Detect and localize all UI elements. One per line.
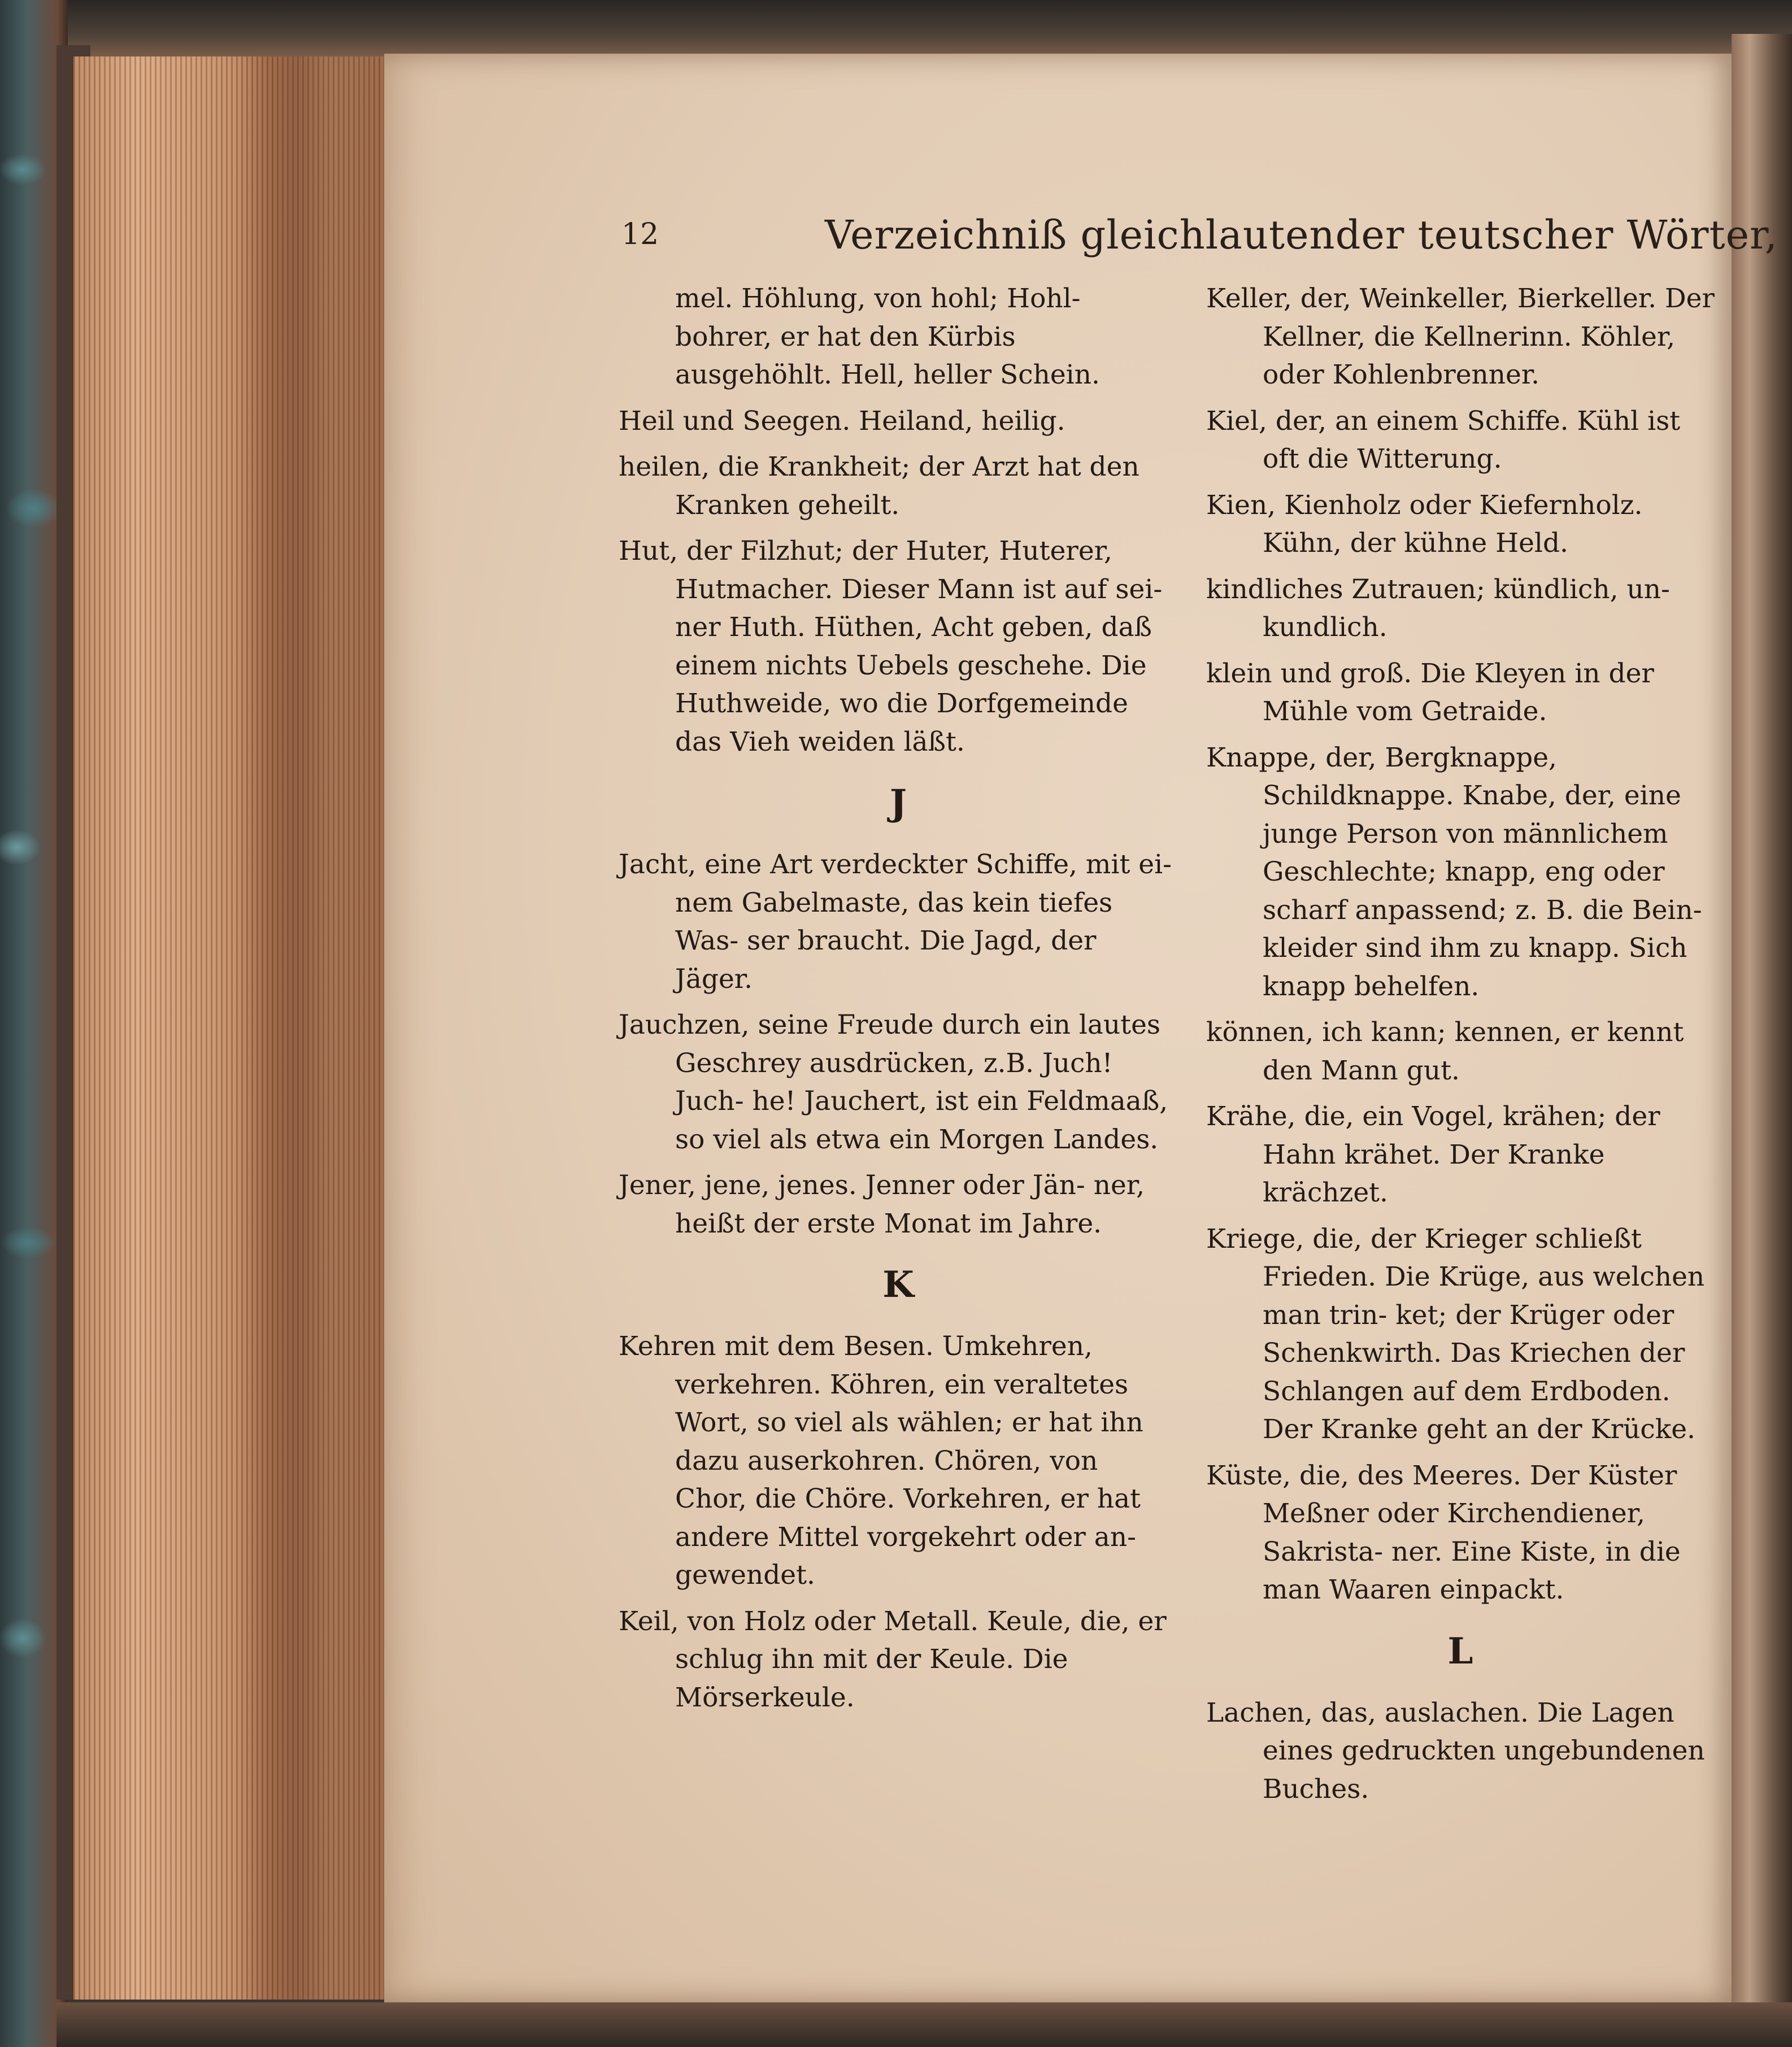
entry: Lachen, das, auslachen. Die Lagen eines gedruckten ungebundenen Buches. bbox=[1206, 1697, 1705, 1805]
entry: Krähe, die, ein Vogel, krähen; der Hahn krähet. Der Kranke krächzet. bbox=[1206, 1101, 1660, 1208]
entry: Kriege, die, der Krieger schließt Frieden. Die Krüge, aus welchen man trin- ket; der Krüger oder Schenkwirth. Das Kriechen der Schlangen auf dem Erdboden. Der Kranke geht an der Krücke. bbox=[1206, 1223, 1705, 1445]
left-column bbox=[619, 280, 1178, 1724]
entry: Heil und Seegen. Heiland, heilig. bbox=[619, 405, 1065, 437]
right-column bbox=[1206, 280, 1715, 1816]
entry: Kiel, der, an einem Schiffe. Kühl ist oft die Witterung. bbox=[1206, 405, 1681, 474]
page-stack-shadow bbox=[237, 56, 384, 2000]
entry: klein und groß. Die Kleyen in der Mühle vom Getraide. bbox=[1206, 657, 1654, 727]
book-gutter-right bbox=[1732, 34, 1792, 2022]
section-letter: K bbox=[882, 1264, 914, 1306]
book-bottom-edge bbox=[56, 2002, 1792, 2047]
entry: Jacht, eine Art verdeckter Schiffe, mit ei- nem Gabelmaste, das kein tiefes Was- ser braucht. Die Jagd, der Jäger. bbox=[619, 849, 1172, 995]
page-number: 12 bbox=[621, 217, 659, 251]
section-letter: L bbox=[1447, 1630, 1473, 1673]
entry: Kehren mit dem Besen. Umkehren, verkehren. Köhren, ein veraltetes Wort, so viel als wählen; er hat ihn dazu auserkohren. Chören, von Chor, die Chöre. Vorkehren, er hat andere Mittel vorgekehrt oder an- gewendet. bbox=[619, 1331, 1143, 1591]
entry: Kien, Kienholz oder Kiefernholz. Kühn, der kühne Held. bbox=[1206, 489, 1643, 559]
entry: Jener, jene, jenes. Jenner oder Jän- ner, heißt der erste Monat im Jahre. bbox=[619, 1170, 1145, 1239]
entry: kindliches Zutrauen; kündlich, un- kundlich. bbox=[1206, 573, 1670, 643]
section-letter: J bbox=[889, 782, 907, 824]
entry: heilen, die Krankheit; der Arzt hat den Kranken geheilt. bbox=[619, 451, 1139, 521]
running-head-title: Verzeichniß gleichlautender teutscher Wörter, bbox=[825, 212, 1778, 258]
entry: mel. Höhlung, von hohl; Hohl- bohrer, er hat den Kürbis ausgehöhlt. Hell, heller Schein. bbox=[675, 283, 1100, 390]
entry: Keller, der, Weinkeller, Bierkeller. Der Kellner, die Kellnerinn. Köhler, oder Kohlenbrenner. bbox=[1206, 283, 1715, 390]
entry: Knappe, der, Bergknappe, Schildknappe. Knabe, der, eine junge Person von männlichem Geschlechte; knapp, eng oder scharf anpassend; z. B. die Bein- kleider sind ihm zu knapp. Sich knapp behelfen. bbox=[1206, 742, 1702, 1002]
entry: Hut, der Filzhut; der Huter, Huterer, Hutmacher. Dieser Mann ist auf sei- ner Huth. Hüthen, Acht geben, daß einem nichts Uebels geschehe. Die Huthweide, wo die Dorfgemeinde das Vieh weiden läßt. bbox=[619, 535, 1163, 757]
entry: Küste, die, des Meeres. Der Küster Meßner oder Kirchendiener, Sakrista- ner. Eine Kiste, in die man Waaren einpackt. bbox=[1206, 1460, 1681, 1605]
entry: Jauchzen, seine Freude durch ein lautes Geschrey ausdrücken, z.B. Juch! Juch- he! Jauchert, ist ein Feldmaaß, so viel als etwa ein Morgen Landes. bbox=[619, 1009, 1168, 1155]
entry: können, ich kann; kennen, er kennt den Mann gut. bbox=[1206, 1017, 1684, 1086]
book-top-edge bbox=[56, 0, 1792, 56]
entry: Keil, von Holz oder Metall. Keule, die, er schlug ihn mit der Keule. Die Mörserkeule. bbox=[619, 1605, 1167, 1713]
